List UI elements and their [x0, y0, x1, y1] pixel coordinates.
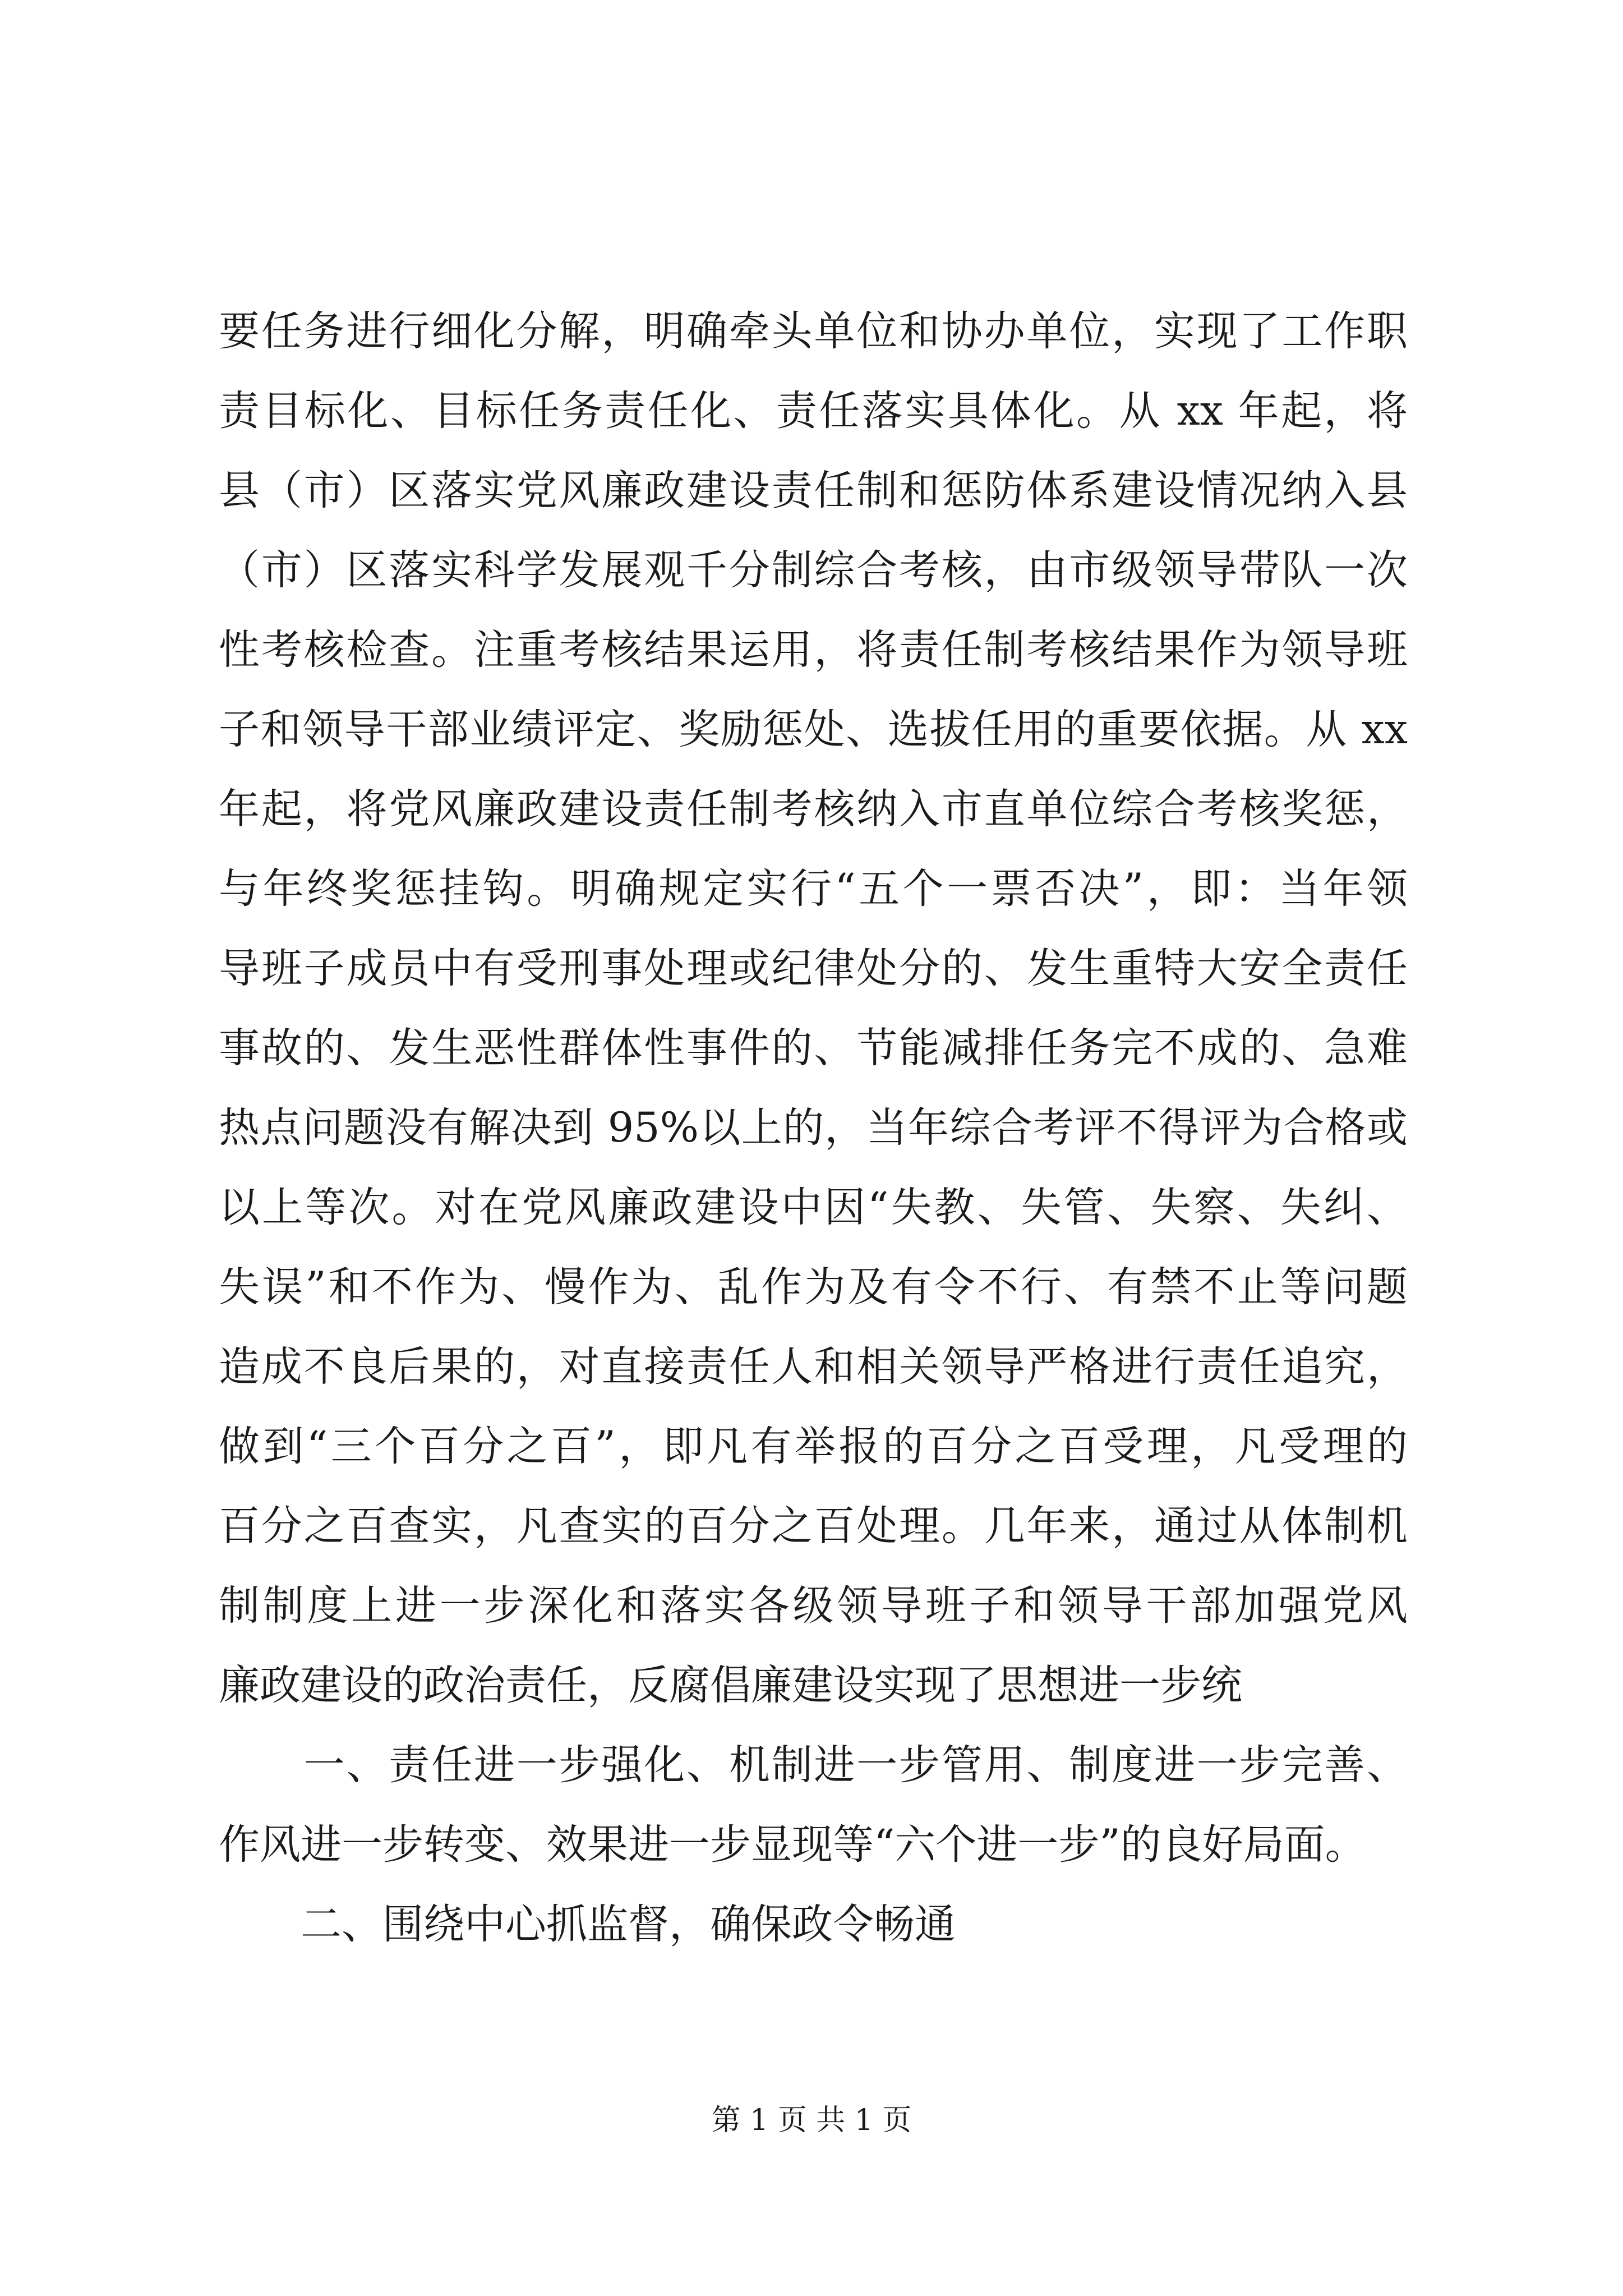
text-line: 以上等次。对在党风廉政建设中因“失教、失管、失察、失纠、: [219, 1184, 1408, 1231]
text-line: 做到“三个百分之百”，即凡有举报的百分之百受理，凡受理的: [219, 1423, 1408, 1470]
main-paragraph: [219, 292, 1408, 1726]
text-line: 作风进一步转变、效果进一步显现等“六个进一步”的良好局面。: [219, 1821, 1366, 1869]
section-two-heading: [219, 1885, 1408, 1964]
text-line: 造成不良后果的，对直接责任人和相关领导严格进行责任追究，: [219, 1343, 1408, 1391]
text-line: （市）区落实科学发展观千分制综合考核，由市级领导带队一次: [219, 546, 1408, 594]
text-line: 二、围绕中心抓监督，确保政令畅通: [219, 1901, 956, 1948]
page-footer: 第 1 页 共 1 页: [711, 2104, 912, 2137]
text-line: 与年终奖惩挂钩。明确规定实行“五个一票否决”，即：当年领: [219, 865, 1408, 913]
text-line: 县（市）区落实党风廉政建设责任制和惩防体系建设情况纳入县: [219, 467, 1408, 514]
text-line: 责目标化、目标任务责任化、责任落实具体化。从 xx 年起，将: [219, 387, 1408, 435]
text-line: 要任务进行细化分解，明确牵头单位和协办单位，实现了工作职: [219, 307, 1408, 355]
text-line: 性考核检查。注重考核结果运用，将责任制考核结果作为领导班: [219, 626, 1408, 674]
text-line: 一、责任进一步强化、机制进一步管用、制度进一步完善、: [219, 1741, 1408, 1789]
text-line: 制制度上进一步深化和落实各级领导班子和领导干部加强党风: [219, 1582, 1408, 1630]
section-one-paragraph: [219, 1726, 1408, 1885]
text-line: 子和领导干部业绩评定、奖励惩处、选拔任用的重要依据。从 xx: [219, 706, 1408, 753]
text-line: 廉政建设的政治责任，反腐倡廉建设实现了思想进一步统: [219, 1662, 1242, 1709]
text-line: 事故的、发生恶性群体性事件的、节能减排任务完不成的、急难: [219, 1024, 1408, 1072]
text-line: 热点问题没有解决到 95%以上的，当年综合考评不得评为合格或: [219, 1104, 1408, 1152]
text-line: 失误”和不作为、慢作为、乱作为及有令不行、有禁不止等问题: [219, 1263, 1408, 1311]
text-line: 导班子成员中有受刑事处理或纪律处分的、发生重特大安全责任: [219, 945, 1408, 992]
text-line: 年起，将党风廉政建设责任制考核纳入市直单位综合考核奖惩，: [219, 785, 1408, 833]
text-line: 百分之百查实，凡查实的百分之百处理。几年来，通过从体制机: [219, 1502, 1408, 1550]
